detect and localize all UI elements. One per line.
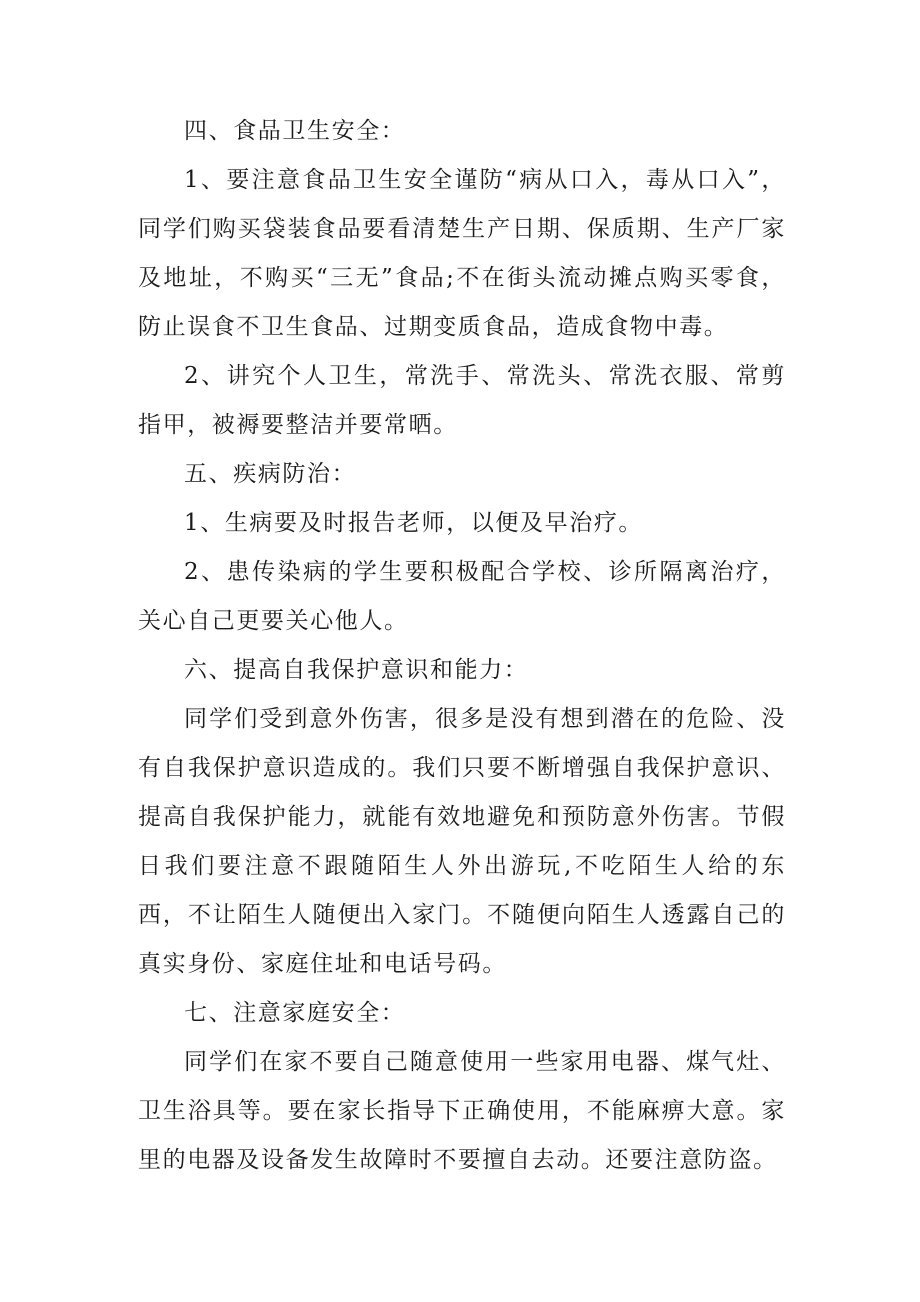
paragraph-disease-prevention-1: 1、生病要及时报告老师，以便及早治疗。 bbox=[184, 510, 644, 536]
paragraph-disease-prevention-2: 2、患传染病的学生要积极配合学校、诊所隔离治疗，关心自己更要关心他人。 bbox=[138, 559, 786, 634]
paragraph-self-protection-1: 同学们受到意外伤害，很多是没有想到潜在的危险、没有自我保护意识造成的。我们只要不断增强自我保护意识、提高自我保护能力，就能有效地避免和预防意外伤害。节假日我们要注意不跟随陌生人外出游玩,不吃陌生人给的东西，不让陌生人随便出入家门。不随便向陌生人透露自己的真实身份、家庭住址和电话号码。 bbox=[138, 706, 786, 977]
paragraph-food-safety-1: 1、要注意食品卫生安全谨防“病从口入，毒从口入”，同学们购买袋装食品要看清楚生产日期、保质期、生产厂家及地址，不购买“三无”食品;不在街头流动摊点购买零食，防止误食不卫生食品、过期变质食品，造成食物中毒。 bbox=[138, 167, 786, 340]
paragraph-home-safety-1: 同学们在家不要自己随意使用一些家用电器、煤气灶、卫生浴具等。要在家长指导下正确使用，不能麻痹大意。家里的电器及设备发生故障时不要擅自去动。还要注意防盗。 bbox=[138, 1049, 786, 1173]
section-heading-food-safety: 四、食品卫生安全： bbox=[184, 118, 406, 144]
document-body bbox=[138, 107, 786, 1185]
section-heading-disease-prevention: 五、疾病防治： bbox=[184, 461, 357, 487]
paragraph-food-safety-2: 2、讲究个人卫生，常洗手、常洗头、常洗衣服、常剪指甲，被褥要整洁并要常晒。 bbox=[138, 363, 786, 438]
section-heading-self-protection: 六、提高自我保护意识和能力： bbox=[184, 657, 529, 683]
section-heading-home-safety: 七、注意家庭安全： bbox=[184, 1000, 406, 1026]
